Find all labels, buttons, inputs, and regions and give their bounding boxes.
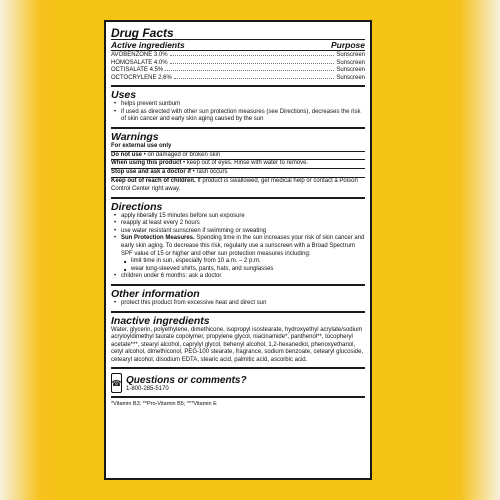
do-not-use-row: Do not use • on damaged or broken skin xyxy=(111,151,365,160)
directions-list xyxy=(111,213,365,281)
list-item: • helps prevent sunburn xyxy=(121,101,365,109)
inactive-text: Water, glycerin, polyethylene, dimethicone, isopropyl isostearate, hydroxyethyl acrylate/sodium acryloyldimethyl taurate copolymer, propylene glycol, niacinamide*, panthenol**, tocopheryl acetate***, stearyl alcohol, caprylyl glycol, behenyl alcohol, 1,2-hexanediol, phenoxyethanol, cetyl alcohol, dimethiconol, PEG-100 stearate, fragrance, sodium benzoate, cetearyl glucoside, cetearyl alcohol, disodium EDTA, stearic acid, palmitic acid, ascorbic acid. xyxy=(111,326,364,363)
do-not-use-text: on damaged or broken skin xyxy=(147,151,221,158)
questions-text xyxy=(126,375,247,392)
stop-use-text: rash occurs xyxy=(196,169,228,176)
questions-section xyxy=(111,369,365,398)
active-ingredients-heading: Active ingredients xyxy=(111,40,185,50)
sun-protection-label: Sun Protection Measures. xyxy=(121,235,195,242)
when-using-row: When using this product • keep out of eyes. Rinse with water to remove. xyxy=(111,159,365,168)
ingredient-purpose: Sunscreen xyxy=(336,74,365,81)
ingredient-purpose: Sunscreen xyxy=(336,52,365,58)
vitamin-footnote: *Vitamin B3; **Pro-Vitamin B5; ***Vitamin E xyxy=(111,401,217,408)
ingredient-name: HOMOSALATE 4.0% xyxy=(111,59,168,66)
ingredient-name: OCTISALATE 4.5% xyxy=(111,67,164,73)
ingredient-name: OCTOCRYLENE 2.6% xyxy=(111,74,172,81)
external-use-text: For external use only xyxy=(111,142,172,149)
uses-section xyxy=(111,87,365,129)
uses-list xyxy=(111,101,365,124)
sun-protection-sublist xyxy=(121,258,365,273)
phone-icon: ☎ xyxy=(111,373,122,393)
warnings-section xyxy=(111,129,365,199)
directions-section xyxy=(111,199,365,286)
list-item: ■ limit time in sun, especially from 10 a.m. – 2 p.m. xyxy=(131,258,365,266)
keep-out-row xyxy=(111,177,365,194)
list-item: • apply liberally 15 minutes before sun exposure xyxy=(121,213,365,221)
list-item: • use water resistant sunscreen if swimming or sweating xyxy=(121,228,365,236)
when-using-text: keep out of eyes. Rinse with water to remove. xyxy=(186,160,309,167)
directions-title: Directions xyxy=(111,200,163,213)
uses-title: Uses xyxy=(111,89,137,101)
drug-facts-label xyxy=(104,20,372,480)
ingredient-name: AVOBENZONE 3.0% xyxy=(111,52,168,58)
active-ingredient-row xyxy=(111,52,365,60)
list-item: • children under 6 months: ask a doctor xyxy=(121,273,365,281)
stop-use-label: Stop use and ask a doctor if xyxy=(111,169,192,176)
purpose-heading: Purpose xyxy=(330,40,365,50)
list-item: • reapply at least every 2 hours xyxy=(121,220,365,228)
questions-title: Questions or comments? xyxy=(126,374,247,386)
other-info-title: Other information xyxy=(111,287,200,300)
active-ingredients-header xyxy=(111,39,365,51)
when-using-label: When using this product xyxy=(111,160,182,167)
other-info-list xyxy=(111,300,365,308)
list-item: • if used as directed with other sun protection measures (see Directions), decreases the risk of skin cancer and early skin aging caused by the sun xyxy=(121,109,365,124)
active-ingredient-row xyxy=(111,60,365,68)
active-ingredient-row xyxy=(111,67,365,75)
ingredient-purpose: Sunscreen xyxy=(336,67,365,73)
sun-protection-item xyxy=(121,235,365,273)
list-item: ■ wear long-sleeved shirts, pants, hats, and sunglasses xyxy=(131,266,365,274)
list-item: • protect this product from excessive heat and direct sun xyxy=(121,300,365,308)
sun-protection-text: Spending time in the sun increases your risk of skin cancer and early skin aging. To decrease this risk, regularly use a sunscreen with a Broad Spectrum SPF value of 15 or higher and other sun protection measures including: xyxy=(121,235,365,257)
keep-out-label: Keep out of reach of children. xyxy=(111,177,196,184)
warnings-title: Warnings xyxy=(111,130,159,143)
questions-row xyxy=(111,371,365,393)
active-ingredient-row xyxy=(111,75,365,83)
stop-use-row: Stop use and ask a doctor if • rash occurs xyxy=(111,168,365,177)
questions-phone: 1-800-285-5170 xyxy=(126,385,169,392)
do-not-use-label: Do not use xyxy=(111,151,142,158)
drug-facts-title: Drug Facts xyxy=(111,26,174,40)
ingredient-purpose: Sunscreen xyxy=(336,59,365,66)
inactive-section xyxy=(111,313,365,370)
other-info-section xyxy=(111,286,365,313)
inactive-title: Inactive ingredients xyxy=(111,314,210,327)
keep-out-text: If product is swallowed, get medical help or contact a Poison Control Center right away. xyxy=(111,177,358,192)
drug-facts-section xyxy=(111,25,365,87)
